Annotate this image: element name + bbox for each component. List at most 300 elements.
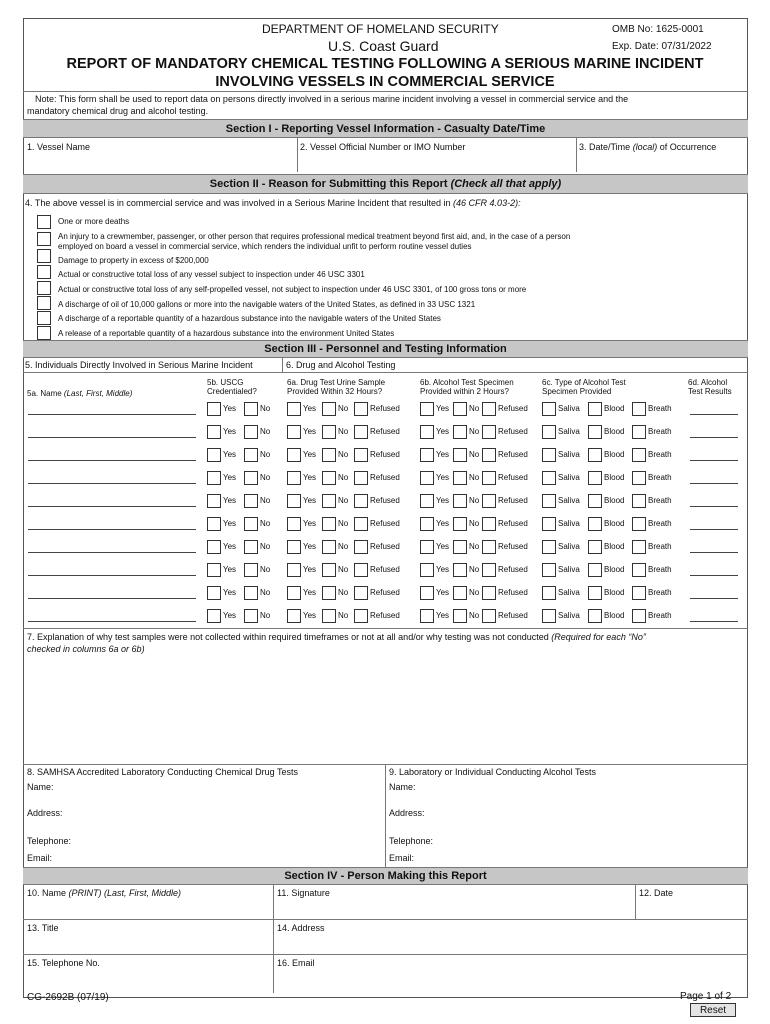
alcohol-test-no-checkbox[interactable] — [453, 425, 467, 439]
credentialed-no-checkbox[interactable] — [244, 540, 258, 554]
alcohol-test-refused-checkbox[interactable] — [482, 586, 496, 600]
credentialed-yes-checkbox[interactable] — [207, 540, 221, 554]
specimen-blood-checkbox[interactable] — [588, 609, 602, 623]
credentialed-no-label: No — [260, 542, 271, 551]
reason-hazardous-release-label: A release of a reportable quantity of a hazardous substance into the environment United States — [58, 329, 395, 338]
drug-test-refused-checkbox[interactable] — [354, 402, 368, 416]
page-number: Page 1 of 2 — [680, 991, 732, 1002]
specimen-saliva-label: Saliva — [558, 565, 580, 574]
alcohol-test-yes-label: Yes — [436, 611, 450, 620]
alcohol-test-no-checkbox[interactable] — [453, 448, 467, 462]
alcohol-test-no-checkbox[interactable] — [453, 540, 467, 554]
alcohol-test-refused-label: Refused — [498, 473, 528, 482]
drug-test-no-label: No — [338, 588, 349, 597]
credentialed-yes-label: Yes — [223, 611, 237, 620]
drug-test-yes-checkbox[interactable] — [287, 540, 301, 554]
specimen-blood-label: Blood — [604, 496, 625, 505]
credentialed-no-checkbox[interactable] — [244, 471, 258, 485]
specimen-breath-checkbox[interactable] — [632, 586, 646, 600]
datetime-label: 3. Date/Time (local) of Occurrence — [579, 142, 717, 152]
credentialed-yes-checkbox[interactable] — [207, 425, 221, 439]
credentialed-no-label: No — [260, 496, 271, 505]
specimen-breath-label: Breath — [648, 588, 672, 597]
specimen-saliva-checkbox[interactable] — [542, 425, 556, 439]
alcohol-test-yes-checkbox[interactable] — [420, 402, 434, 416]
drug-test-refused-checkbox[interactable] — [354, 425, 368, 439]
alcohol-test-yes-checkbox[interactable] — [420, 563, 434, 577]
drug-test-no-label: No — [338, 565, 349, 574]
drug-lab-address-label: Address: — [27, 808, 63, 818]
alcohol-test-yes-label: Yes — [436, 473, 450, 482]
explanation-label-cont: checked in columns 6a or 6b) — [27, 644, 145, 654]
alcohol-result-field[interactable] — [690, 598, 738, 599]
specimen-breath-label: Breath — [648, 404, 672, 413]
specimen-breath-label: Breath — [648, 565, 672, 574]
alcohol-test-yes-checkbox[interactable] — [420, 517, 434, 531]
reporter-name-label: 10. Name (PRINT) (Last, First, Middle) — [27, 888, 182, 898]
drug-test-yes-label: Yes — [303, 450, 317, 459]
alcohol-test-refused-label: Refused — [498, 611, 528, 620]
drug-test-refused-checkbox[interactable] — [354, 494, 368, 508]
divider — [635, 885, 636, 919]
signature-label: 11. Signature — [277, 888, 330, 898]
note-line1: Note: This form shall be used to report data on persons directly involved in a serious marine incident involving a vessel in commercial service and the — [35, 94, 629, 104]
drug-test-refused-label: Refused — [370, 565, 400, 574]
credentialed-yes-checkbox[interactable] — [207, 471, 221, 485]
reason-selfpropelled-loss-checkbox[interactable] — [37, 281, 51, 295]
alcohol-test-no-checkbox[interactable] — [453, 471, 467, 485]
individual-name-field[interactable] — [28, 552, 196, 553]
drug-test-no-checkbox[interactable] — [322, 425, 336, 439]
divider — [23, 372, 748, 373]
specimen-blood-label: Blood — [604, 565, 625, 574]
drug-test-no-label: No — [338, 496, 349, 505]
individual-name-field[interactable] — [28, 575, 196, 576]
alcohol-test-refused-checkbox[interactable] — [482, 563, 496, 577]
specimen-saliva-label: Saliva — [558, 427, 580, 436]
section3-header: Section III - Personnel and Testing Information — [23, 340, 748, 358]
drug-test-yes-label: Yes — [303, 473, 317, 482]
divider — [273, 885, 274, 993]
drug-test-refused-label: Refused — [370, 519, 400, 528]
specimen-blood-checkbox[interactable] — [588, 448, 602, 462]
drug-test-yes-label: Yes — [303, 404, 317, 413]
credentialed-yes-label: Yes — [223, 427, 237, 436]
drug-test-refused-label: Refused — [370, 404, 400, 413]
credentialed-yes-checkbox[interactable] — [207, 563, 221, 577]
alcohol-lab-telephone-label: Telephone: — [389, 836, 434, 846]
alcohol-test-yes-checkbox[interactable] — [420, 448, 434, 462]
specimen-breath-label: Breath — [648, 427, 672, 436]
form-title-line2: INVOLVING VESSELS IN COMMERCIAL SERVICE — [215, 74, 555, 90]
drug-lab-email-label: Email: — [27, 853, 53, 863]
drug-test-yes-checkbox[interactable] — [287, 402, 301, 416]
specimen-blood-label: Blood — [604, 404, 625, 413]
specimen-saliva-label: Saliva — [558, 611, 580, 620]
credentialed-no-checkbox[interactable] — [244, 425, 258, 439]
drug-test-no-label: No — [338, 427, 349, 436]
alcohol-test-refused-checkbox[interactable] — [482, 402, 496, 416]
divider — [23, 919, 748, 920]
alcohol-test-no-label: No — [469, 404, 480, 413]
drug-test-no-checkbox[interactable] — [322, 448, 336, 462]
alcohol-lab-address-label: Address: — [389, 808, 425, 818]
credentialed-yes-label: Yes — [223, 450, 237, 459]
specimen-saliva-checkbox[interactable] — [542, 448, 556, 462]
credentialed-no-label: No — [260, 450, 271, 459]
credentialed-yes-label: Yes — [223, 404, 237, 413]
specimen-blood-label: Blood — [604, 450, 625, 459]
alcohol-test-refused-label: Refused — [498, 519, 528, 528]
specimen-saliva-checkbox[interactable] — [542, 402, 556, 416]
specimen-saliva-label: Saliva — [558, 404, 580, 413]
drug-test-no-checkbox[interactable] — [322, 540, 336, 554]
drug-test-yes-checkbox[interactable] — [287, 448, 301, 462]
drug-test-refused-label: Refused — [370, 450, 400, 459]
credentialed-yes-checkbox[interactable] — [207, 609, 221, 623]
specimen-breath-checkbox[interactable] — [632, 517, 646, 531]
alcohol-test-refused-label: Refused — [498, 404, 528, 413]
credentialed-no-label: No — [260, 473, 271, 482]
divider — [282, 358, 283, 372]
section1-header: Section I - Reporting Vessel Information - Casualty Date/Time — [23, 119, 748, 138]
alcohol-test-col-header: 6b. Alcohol Test Specimen Provided within 2 Hours? — [420, 378, 514, 396]
specimen-saliva-checkbox[interactable] — [542, 586, 556, 600]
specimen-blood-checkbox[interactable] — [588, 494, 602, 508]
alcohol-test-refused-checkbox[interactable] — [482, 425, 496, 439]
specimen-saliva-checkbox[interactable] — [542, 609, 556, 623]
individual-name-field[interactable] — [28, 414, 196, 415]
credentialed-yes-checkbox[interactable] — [207, 402, 221, 416]
drug-test-yes-checkbox[interactable] — [287, 563, 301, 577]
specimen-blood-checkbox[interactable] — [588, 517, 602, 531]
specimen-saliva-checkbox[interactable] — [542, 517, 556, 531]
agency-name: U.S. Coast Guard — [328, 38, 439, 54]
form-number: CG-2692B (07/19) — [27, 992, 109, 1003]
specimen-blood-checkbox[interactable] — [588, 563, 602, 577]
alcohol-test-no-checkbox[interactable] — [453, 586, 467, 600]
reason-damage-label: Damage to property in excess of $200,000 — [58, 256, 209, 265]
drug-lab-name-label: Name: — [27, 782, 54, 792]
divider — [385, 764, 386, 867]
specimen-breath-checkbox[interactable] — [632, 448, 646, 462]
credentialed-no-label: No — [260, 404, 271, 413]
credentialed-no-checkbox[interactable] — [244, 609, 258, 623]
alcohol-test-refused-label: Refused — [498, 496, 528, 505]
specimen-breath-label: Breath — [648, 519, 672, 528]
drug-test-refused-checkbox[interactable] — [354, 517, 368, 531]
alcohol-test-no-label: No — [469, 450, 480, 459]
alcohol-test-no-checkbox[interactable] — [453, 402, 467, 416]
alcohol-test-refused-checkbox[interactable] — [482, 609, 496, 623]
credentialed-no-checkbox[interactable] — [244, 517, 258, 531]
credentialed-yes-label: Yes — [223, 519, 237, 528]
reason-deaths-label: One or more deaths — [58, 217, 130, 226]
alcohol-test-no-label: No — [469, 565, 480, 574]
drug-test-refused-checkbox[interactable] — [354, 586, 368, 600]
testing-column-header: 6. Drug and Alcohol Testing — [286, 360, 396, 370]
alcohol-test-yes-checkbox[interactable] — [420, 425, 434, 439]
specimen-saliva-checkbox[interactable] — [542, 540, 556, 554]
drug-test-yes-checkbox[interactable] — [287, 517, 301, 531]
alcohol-test-yes-checkbox[interactable] — [420, 609, 434, 623]
drug-test-yes-checkbox[interactable] — [287, 425, 301, 439]
specimen-breath-label: Breath — [648, 496, 672, 505]
alcohol-result-field[interactable] — [690, 529, 738, 530]
specimen-saliva-label: Saliva — [558, 588, 580, 597]
drug-test-col-header: 6a. Drug Test Urine Sample Provided Within 32 Hours? — [287, 378, 386, 396]
reason-hazardous-discharge-label: A discharge of a reportable quantity of a hazardous substance into the navigable waters of the United States — [58, 314, 441, 323]
credentialed-no-label: No — [260, 611, 271, 620]
drug-lab-title: 8. SAMHSA Accredited Laboratory Conducting Chemical Drug Tests — [27, 767, 298, 777]
reason-selfpropelled-loss-label: Actual or constructive total loss of any self-propelled vessel, not subject to inspection under 46 USC 3301, of 100 gross tons or more — [58, 285, 527, 294]
specimen-breath-checkbox[interactable] — [632, 471, 646, 485]
drug-test-yes-checkbox[interactable] — [287, 609, 301, 623]
alcohol-test-no-label: No — [469, 496, 480, 505]
drug-test-yes-checkbox[interactable] — [287, 586, 301, 600]
drug-test-no-checkbox[interactable] — [322, 586, 336, 600]
telephone-label: 15. Telephone No. — [27, 958, 100, 968]
expiration-date: Exp. Date: 07/31/2022 — [612, 41, 712, 52]
specimen-breath-checkbox[interactable] — [632, 425, 646, 439]
credentialed-yes-checkbox[interactable] — [207, 494, 221, 508]
specimen-blood-checkbox[interactable] — [588, 586, 602, 600]
alcohol-test-yes-checkbox[interactable] — [420, 494, 434, 508]
drug-test-refused-checkbox[interactable] — [354, 563, 368, 577]
individuals-column-header: 5. Individuals Directly Involved in Serious Marine Incident — [25, 360, 253, 370]
reason-oil-discharge-checkbox[interactable] — [37, 296, 51, 310]
credentialed-yes-checkbox[interactable] — [207, 448, 221, 462]
drug-test-refused-label: Refused — [370, 427, 400, 436]
alcohol-lab-title: 9. Laboratory or Individual Conducting Alcohol Tests — [389, 767, 596, 777]
drug-test-refused-label: Refused — [370, 496, 400, 505]
drug-test-no-checkbox[interactable] — [322, 609, 336, 623]
alcohol-test-yes-label: Yes — [436, 404, 450, 413]
drug-test-yes-label: Yes — [303, 588, 317, 597]
alcohol-lab-name-label: Name: — [389, 782, 416, 792]
email-label: 16. Email — [277, 958, 315, 968]
reason-intro: 4. The above vessel is in commercial service and was involved in a Serious Marine Incident that resulted in (46 CFR 4.03-2): — [25, 198, 521, 208]
specimen-breath-checkbox[interactable] — [632, 540, 646, 554]
specimen-breath-label: Breath — [648, 611, 672, 620]
drug-test-refused-checkbox[interactable] — [354, 609, 368, 623]
name-col-header: 5a. Name (Last, First, Middle) — [27, 389, 133, 398]
alcohol-test-refused-label: Refused — [498, 588, 528, 597]
divider — [23, 91, 748, 92]
alcohol-test-no-label: No — [469, 473, 480, 482]
specimen-blood-label: Blood — [604, 542, 625, 551]
credentialed-yes-checkbox[interactable] — [207, 517, 221, 531]
specimen-blood-label: Blood — [604, 473, 625, 482]
alcohol-test-yes-label: Yes — [436, 542, 450, 551]
drug-test-refused-checkbox[interactable] — [354, 448, 368, 462]
drug-test-yes-label: Yes — [303, 565, 317, 574]
credentialed-no-checkbox[interactable] — [244, 563, 258, 577]
alcohol-test-yes-checkbox[interactable] — [420, 586, 434, 600]
drug-test-yes-label: Yes — [303, 542, 317, 551]
alcohol-test-no-label: No — [469, 427, 480, 436]
alcohol-result-field[interactable] — [690, 575, 738, 576]
reason-deaths-checkbox[interactable] — [37, 215, 51, 229]
specimen-type-col-header: 6c. Type of Alcohol Test Specimen Provided — [542, 378, 626, 396]
specimen-blood-label: Blood — [604, 588, 625, 597]
specimen-breath-label: Breath — [648, 473, 672, 482]
drug-test-no-checkbox[interactable] — [322, 471, 336, 485]
credentialed-no-checkbox[interactable] — [244, 586, 258, 600]
alcohol-test-no-label: No — [469, 519, 480, 528]
drug-test-no-label: No — [338, 473, 349, 482]
alcohol-test-refused-label: Refused — [498, 542, 528, 551]
alcohol-test-refused-checkbox[interactable] — [482, 448, 496, 462]
section4-header: Section IV - Person Making this Report — [23, 867, 748, 885]
address-label: 14. Address — [277, 923, 325, 933]
alcohol-test-no-checkbox[interactable] — [453, 494, 467, 508]
specimen-breath-checkbox[interactable] — [632, 563, 646, 577]
credentialed-yes-label: Yes — [223, 473, 237, 482]
alcohol-result-field[interactable] — [690, 483, 738, 484]
reset-button[interactable]: Reset — [690, 1003, 736, 1017]
drug-test-refused-checkbox[interactable] — [354, 540, 368, 554]
alcohol-result-field[interactable] — [690, 437, 738, 438]
specimen-breath-checkbox[interactable] — [632, 609, 646, 623]
credentialed-no-checkbox[interactable] — [244, 402, 258, 416]
individual-name-field[interactable] — [28, 437, 196, 438]
alcohol-test-yes-label: Yes — [436, 496, 450, 505]
specimen-saliva-label: Saliva — [558, 450, 580, 459]
credentialed-no-label: No — [260, 588, 271, 597]
alcohol-result-field[interactable] — [690, 621, 738, 622]
credentialed-no-checkbox[interactable] — [244, 494, 258, 508]
credentialed-no-label: No — [260, 519, 271, 528]
credentialed-col-header: 5b. USCG Credentialed? — [207, 378, 257, 396]
drug-test-no-checkbox[interactable] — [322, 494, 336, 508]
drug-lab-telephone-label: Telephone: — [27, 836, 72, 846]
drug-test-no-checkbox[interactable] — [322, 563, 336, 577]
alcohol-test-yes-checkbox[interactable] — [420, 471, 434, 485]
alcohol-test-no-label: No — [469, 611, 480, 620]
specimen-saliva-label: Saliva — [558, 519, 580, 528]
section2-header: Section II - Reason for Submitting this Report (Check all that apply) — [23, 174, 748, 194]
specimen-saliva-label: Saliva — [558, 473, 580, 482]
alcohol-test-no-label: No — [469, 542, 480, 551]
specimen-blood-checkbox[interactable] — [588, 402, 602, 416]
alcohol-result-field[interactable] — [690, 414, 738, 415]
drug-test-no-label: No — [338, 519, 349, 528]
individual-name-field[interactable] — [28, 621, 196, 622]
reason-inspected-loss-checkbox[interactable] — [37, 265, 51, 279]
credentialed-yes-label: Yes — [223, 565, 237, 574]
credentialed-no-checkbox[interactable] — [244, 448, 258, 462]
reason-injury-label-cont: employed on board a vessel in commercial service, which renders the individual unfit to perform routine vessel duties — [58, 242, 472, 251]
alcohol-test-no-checkbox[interactable] — [453, 609, 467, 623]
drug-test-yes-label: Yes — [303, 427, 317, 436]
title-label: 13. Title — [27, 923, 59, 933]
drug-test-refused-checkbox[interactable] — [354, 471, 368, 485]
specimen-blood-label: Blood — [604, 611, 625, 620]
alcohol-test-yes-label: Yes — [436, 565, 450, 574]
drug-test-no-label: No — [338, 542, 349, 551]
individual-name-field[interactable] — [28, 598, 196, 599]
official-number-label: 2. Vessel Official Number or IMO Number — [300, 142, 466, 152]
specimen-breath-checkbox[interactable] — [632, 494, 646, 508]
reason-hazardous-discharge-checkbox[interactable] — [37, 311, 51, 325]
drug-test-no-checkbox[interactable] — [322, 402, 336, 416]
reason-inspected-loss-label: Actual or constructive total loss of any vessel subject to inspection under 46 USC 3301 — [58, 270, 365, 279]
specimen-blood-checkbox[interactable] — [588, 540, 602, 554]
reason-damage-checkbox[interactable] — [37, 249, 51, 263]
credentialed-yes-label: Yes — [223, 496, 237, 505]
drug-test-yes-label: Yes — [303, 611, 317, 620]
specimen-blood-label: Blood — [604, 519, 625, 528]
alcohol-test-yes-label: Yes — [436, 519, 450, 528]
alcohol-test-yes-checkbox[interactable] — [420, 540, 434, 554]
drug-test-yes-checkbox[interactable] — [287, 494, 301, 508]
note-line2: mandatory chemical drug and alcohol testing. — [27, 106, 209, 116]
alcohol-test-refused-checkbox[interactable] — [482, 517, 496, 531]
divider — [576, 138, 577, 172]
reason-injury-label: An injury to a crewmember, passenger, or other person that requires professional medical treatment beyond first aid, and, in the case of a person — [58, 232, 571, 241]
specimen-breath-label: Breath — [648, 450, 672, 459]
alcohol-test-yes-label: Yes — [436, 427, 450, 436]
drug-test-refused-label: Refused — [370, 611, 400, 620]
credentialed-yes-label: Yes — [223, 588, 237, 597]
drug-test-no-checkbox[interactable] — [322, 517, 336, 531]
drug-test-yes-label: Yes — [303, 496, 317, 505]
drug-test-yes-label: Yes — [303, 519, 317, 528]
individual-name-field[interactable] — [28, 483, 196, 484]
specimen-saliva-checkbox[interactable] — [542, 563, 556, 577]
alcohol-result-field[interactable] — [690, 460, 738, 461]
individual-name-field[interactable] — [28, 460, 196, 461]
specimen-saliva-label: Saliva — [558, 542, 580, 551]
alcohol-test-no-checkbox[interactable] — [453, 517, 467, 531]
drug-test-no-label: No — [338, 450, 349, 459]
drug-test-refused-label: Refused — [370, 588, 400, 597]
reason-hazardous-release-checkbox[interactable] — [37, 326, 51, 340]
alcohol-test-yes-label: Yes — [436, 588, 450, 597]
drug-test-no-label: No — [338, 404, 349, 413]
alcohol-test-refused-label: Refused — [498, 427, 528, 436]
alcohol-test-refused-checkbox[interactable] — [482, 494, 496, 508]
individual-name-field[interactable] — [28, 506, 196, 507]
alcohol-result-field[interactable] — [690, 552, 738, 553]
specimen-saliva-checkbox[interactable] — [542, 471, 556, 485]
divider — [23, 628, 748, 629]
alcohol-test-refused-checkbox[interactable] — [482, 471, 496, 485]
specimen-breath-checkbox[interactable] — [632, 402, 646, 416]
credentialed-yes-checkbox[interactable] — [207, 586, 221, 600]
credentialed-no-label: No — [260, 427, 271, 436]
alcohol-test-no-checkbox[interactable] — [453, 563, 467, 577]
individual-name-field[interactable] — [28, 529, 196, 530]
credentialed-yes-label: Yes — [223, 542, 237, 551]
alcohol-lab-email-label: Email: — [389, 853, 415, 863]
drug-test-no-label: No — [338, 611, 349, 620]
drug-test-refused-label: Refused — [370, 542, 400, 551]
specimen-blood-checkbox[interactable] — [588, 425, 602, 439]
specimen-blood-checkbox[interactable] — [588, 471, 602, 485]
alcohol-test-refused-checkbox[interactable] — [482, 540, 496, 554]
date-label: 12. Date — [639, 888, 674, 898]
alcohol-test-refused-label: Refused — [498, 450, 528, 459]
credentialed-no-label: No — [260, 565, 271, 574]
reason-oil-discharge-label: A discharge of oil of 10,000 gallons or more into the navigable waters of the United States, as defined in 33 USC 1321 — [58, 300, 476, 309]
alcohol-result-field[interactable] — [690, 506, 738, 507]
department-name: DEPARTMENT OF HOMELAND SECURITY — [262, 22, 499, 36]
specimen-saliva-checkbox[interactable] — [542, 494, 556, 508]
drug-test-yes-checkbox[interactable] — [287, 471, 301, 485]
reason-injury-checkbox[interactable] — [37, 232, 51, 246]
